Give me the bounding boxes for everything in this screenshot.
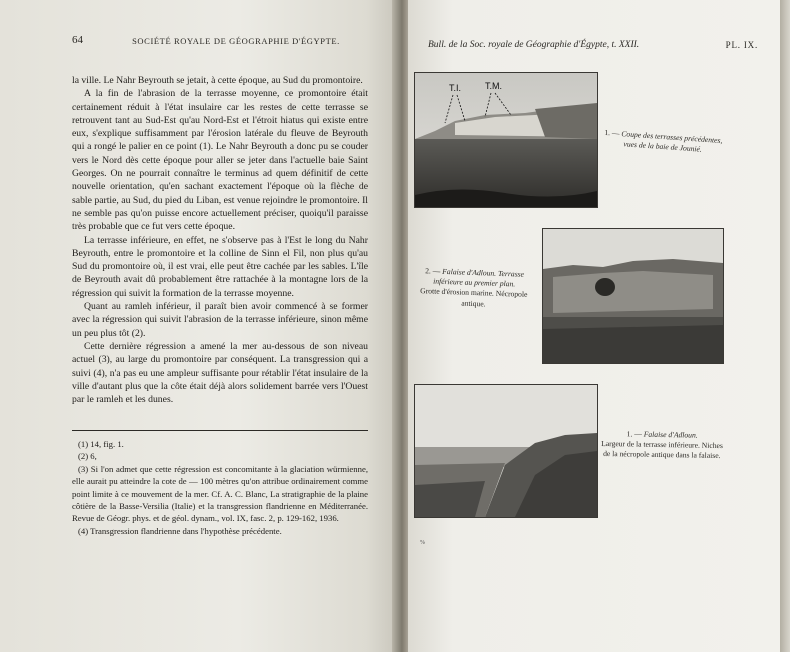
plate-number: PL. IX. <box>725 40 758 50</box>
caption-number: 1. — <box>604 127 620 138</box>
footnote-rule <box>72 430 368 431</box>
photo-label-tm: T.M. <box>485 81 502 91</box>
footnote: (4) Transgression flandrienne dans l'hypothèse précédente. <box>78 525 282 536</box>
caption-2 <box>409 266 538 311</box>
caption-title: Falaise d'Adloun. <box>643 429 698 440</box>
footnote: (2) 6, <box>78 451 97 462</box>
paragraph: A la fin de l'abrasion de la terrasse moyenne, ce promontoire était certainement réduit à l'état insulaire car les restes de cette terrasse se retrouvent tant au Sud-Est qu'au Nord-Est et l'étroit hiatus qui existe entre eux, s'explique suffisamment par l'érosion latérale du fleuve de Beyrouth qui a rongé le palier en ce point (1). Le Nahr Beyrouth a donc pu se couder vers le Nord dès cette époque pour aller se jeter dans l'actuelle baie Saint Georges. On ne pourrait connaître le terminus ad quem définitif de cette nouvelle orientation, qu'en sachant exactement l'époque où la flèche de sable partie, au Sud, du pied du Liban, est venue rejoindre le promontoire. Il ne semble pas qu'on puisse encore actuellement préciser, quoiqu'il paraisse très probable que ce fut vers cette époque. <box>72 88 368 233</box>
caption-note: Grotte d'érosion marine. Nécropole antique. <box>420 286 528 309</box>
photo-terraces-jounie <box>414 72 598 208</box>
paragraph: Quant au ramleh inférieur, il paraît bien avoir commencé à se former avec la régression qui suivit l'abrasion de la terrasse inférieure, sinon même un peu plus tôt (2). <box>72 301 368 339</box>
caption-title: Falaise d'Adloun. Terrasse inférieure au premier plan. <box>433 266 525 289</box>
paragraph: la ville. Le Nahr Beyrouth se jetait, à cette époque, au Sud du promontoire. <box>72 75 363 86</box>
photo-falaise-adloun-2 <box>414 384 598 518</box>
caption-title: Coupe des terrasses précédentes, vues de la baie de Jounié. <box>621 129 723 154</box>
paragraph: La terrasse inférieure, en effet, ne s'observe pas à l'Est le long du Nahr Beyrouth, entre le promontoire et la colline de Sinn el Fil, non plus qu'au Sud du promontoire où, il est vrai, elle peut être cachée par les sables. L'île de Beyrouth avait dû probablement être rattachée à la montagne lors de la régression qui suivit la formation de la terrasse moyenne. <box>72 234 368 299</box>
page-number: 64 <box>72 34 83 46</box>
footnote: (1) 14, fig. 1. <box>78 439 124 449</box>
caption-number: 1. — <box>626 429 642 439</box>
right-page <box>408 0 780 652</box>
book-edge <box>780 0 790 652</box>
caption-3 <box>598 429 727 462</box>
journal-title: Bull. de la Soc. royale de Géographie d'Égypte, t. XXII. <box>428 40 640 50</box>
photo-label-ti: T.I. <box>449 83 462 93</box>
running-head-title: SOCIÉTÉ ROYALE DE GÉOGRAPHIE D'ÉGYPTE. <box>132 36 340 46</box>
body-text <box>72 74 368 406</box>
footnote: (3) Si l'on admet que cette régression est concomitante à la glaciation würmienne, elle aurait pu atteindre la cote de — 100 mètres qu'on attribue ordinairement comme point limite à ce mouvement de la mer. Cf. A. C. Blanc, La stratigraphie de la plaine côtière de la Basse-Versilia (Italie) et la transgression flandrienne en Méditerranée. Revue de Géogr. phys. et de géol. dynam., vol. IX, fasc. 2, p. 129-162, 1936. <box>72 463 368 524</box>
paragraph: Cette dernière régression a amené la mer au-dessous de son niveau actuel (3), au large du promontoire par conséquent. La transgression qui a suivi (4), n'a pas eu une ampleur suffisante pour rétablir l'état insulaire de la ville d'autant plus que la côte était déjà alors solidement barrée vers l'Ouest par le ramleh et les dunes. <box>72 340 368 406</box>
photo-falaise-adloun-1 <box>542 228 724 364</box>
caption-note: Largeur de la terrasse inférieure. Niches de la nécropole antique dans la falaise. <box>601 439 723 461</box>
caption-1 <box>597 127 728 156</box>
footnotes <box>72 438 368 537</box>
page-mark: % <box>420 540 425 546</box>
caption-number: 2. — <box>425 266 441 276</box>
